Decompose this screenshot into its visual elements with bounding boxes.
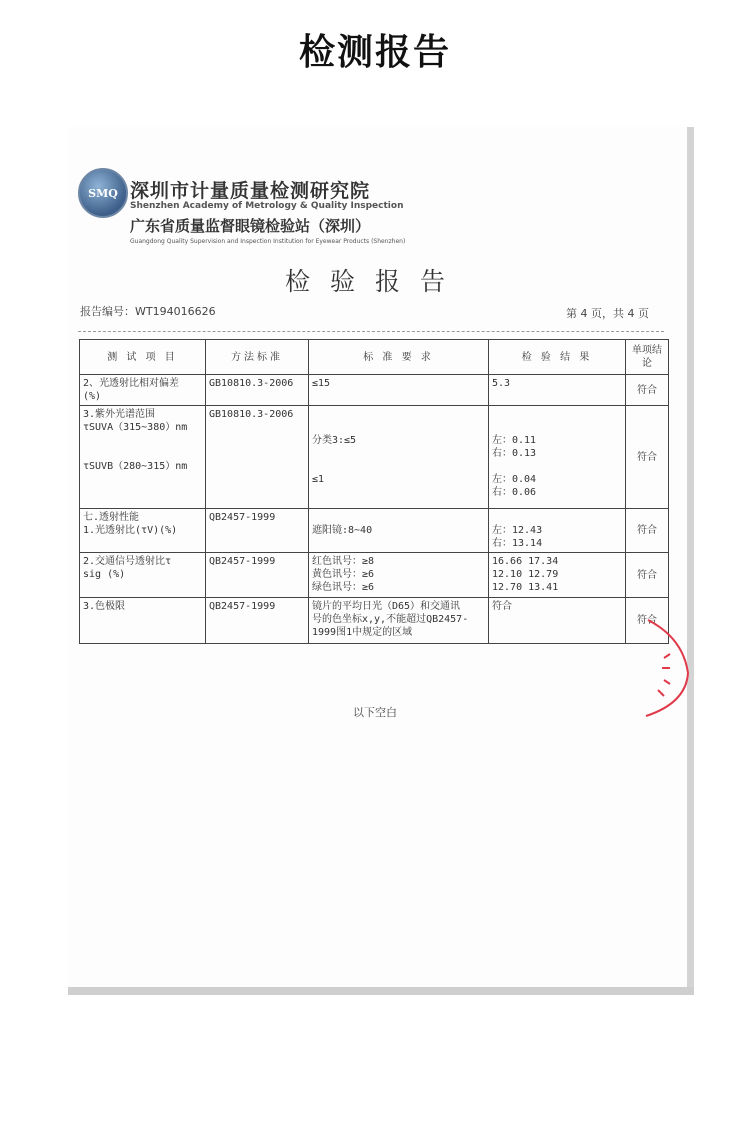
- item-line: (%): [83, 391, 102, 402]
- item-line: 1.光透射比(τV)(%): [83, 525, 178, 536]
- requirement-line: 分类3:≤5: [312, 435, 357, 446]
- item-line: τSUVA（315~380）nm: [83, 422, 188, 433]
- col-header: 方法标准: [206, 340, 309, 375]
- table-row: [80, 406, 669, 509]
- requirement-line: [312, 421, 485, 434]
- stamp-marks: [658, 654, 670, 696]
- cell-conclusion: 符合: [626, 406, 669, 509]
- cell-item: [80, 509, 206, 553]
- result-line: [492, 460, 622, 473]
- result-line: 左：12.43: [492, 525, 543, 536]
- result-line: 左：0.11: [492, 435, 537, 446]
- result-table: [79, 339, 669, 644]
- requirement-line: [312, 511, 485, 524]
- cell-requirement: [309, 509, 489, 553]
- blank-note: 以下空白: [353, 706, 397, 719]
- table-row: [80, 375, 669, 406]
- cell-conclusion: 符合: [626, 553, 669, 598]
- cell-conclusion: 符合: [626, 509, 669, 553]
- seal-stamp-icon: [628, 618, 698, 728]
- requirement-line: 黄色讯号：≥6: [312, 569, 375, 580]
- result-line: [492, 408, 622, 421]
- cell-conclusion: 符合: [626, 375, 669, 406]
- cell-item: [80, 598, 206, 644]
- requirement-line: 号的色坐标x,y,不能超过QB2457-: [312, 614, 469, 625]
- result-line: 5.3: [492, 378, 511, 389]
- org-logo-icon: SMQ: [78, 168, 128, 218]
- result-line: 右：13.14: [492, 538, 543, 549]
- cell-requirement: [309, 553, 489, 598]
- cell-item: [80, 406, 206, 509]
- col-header: 测 试 项 目: [80, 340, 206, 375]
- col-header: 单项结论: [626, 340, 669, 375]
- cell-result: [489, 406, 626, 509]
- cell-method: GB10810.3-2006: [206, 375, 309, 406]
- requirement-line: ≤15: [312, 378, 331, 389]
- cell-result: [489, 375, 626, 406]
- report-number: 报告编号：WT194016626: [80, 305, 216, 318]
- cell-result: [489, 553, 626, 598]
- item-line: 2、光透射比相对偏差: [83, 378, 180, 389]
- item-line: [83, 434, 202, 447]
- item-line: sig (%): [83, 569, 126, 580]
- col-header: 检 验 结 果: [489, 340, 626, 375]
- divider: [78, 331, 664, 332]
- item-line: 3.紫外光谱范围: [83, 409, 156, 420]
- cell-item: [80, 553, 206, 598]
- result-line: 12.10 12.79: [492, 569, 559, 580]
- table-row: [80, 553, 669, 598]
- page-number: 第 4 页，共 4 页: [566, 307, 649, 320]
- requirement-line: [312, 408, 485, 421]
- item-line: 2.交通信号透射比τ: [83, 556, 172, 567]
- cell-conclusion: 符合: [626, 598, 669, 644]
- result-line: [492, 511, 622, 524]
- cell-requirement: [309, 406, 489, 509]
- table-row: [80, 598, 669, 644]
- cell-requirement: [309, 598, 489, 644]
- report-title: 检验报告: [284, 267, 465, 296]
- result-line: [492, 421, 622, 434]
- requirement-line: 红色讯号：≥8: [312, 556, 375, 567]
- requirement-line: 遮阳镜:8~40: [312, 525, 373, 536]
- result-line: 右：0.13: [492, 448, 537, 459]
- org-name-cn: 深圳市计量质量检测研究院: [130, 180, 371, 202]
- result-line: 符合: [492, 601, 512, 612]
- requirement-line: ≤1: [312, 474, 325, 485]
- cell-requirement: [309, 375, 489, 406]
- requirement-line: 1999图1中规定的区域: [312, 627, 413, 638]
- page-title: 检测报告: [298, 32, 451, 73]
- cell-method: QB2457-1999: [206, 553, 309, 598]
- cell-item: [80, 375, 206, 406]
- requirement-line: [312, 460, 485, 473]
- org2-name-cn: 广东省质量监督眼镜检验站（深圳）: [130, 217, 371, 235]
- item-line: 3.色极限: [83, 601, 126, 612]
- cell-result: [489, 509, 626, 553]
- org2-name-en: Guangdong Quality Supervision and Inspection Institution for Eyewear Products (Shenzhen): [130, 238, 406, 245]
- cell-method: QB2457-1999: [206, 598, 309, 644]
- requirement-line: [312, 447, 485, 460]
- result-line: 12.70 13.41: [492, 582, 559, 593]
- org-name-en: Shenzhen Academy of Metrology & Quality Inspection: [130, 201, 404, 211]
- cell-method: QB2457-1999: [206, 509, 309, 553]
- item-line: [83, 447, 202, 460]
- requirement-line: 镜片的平均日光（D65）和交通讯: [312, 601, 461, 612]
- cell-method: GB10810.3-2006: [206, 406, 309, 509]
- item-line: 七.透射性能: [83, 512, 140, 523]
- result-line: 左：0.04: [492, 474, 537, 485]
- sheet-shadow: [687, 127, 694, 995]
- table-row: [80, 509, 669, 553]
- cell-result: [489, 598, 626, 644]
- table-header-row: [80, 340, 669, 375]
- item-line: τSUVB（280~315）nm: [83, 461, 188, 472]
- sheet-shadow-bottom: [68, 987, 694, 995]
- requirement-line: 绿色讯号：≥6: [312, 582, 375, 593]
- result-line: 16.66 17.34: [492, 556, 559, 567]
- col-header: 标 准 要 求: [309, 340, 489, 375]
- result-line: 右：0.06: [492, 487, 537, 498]
